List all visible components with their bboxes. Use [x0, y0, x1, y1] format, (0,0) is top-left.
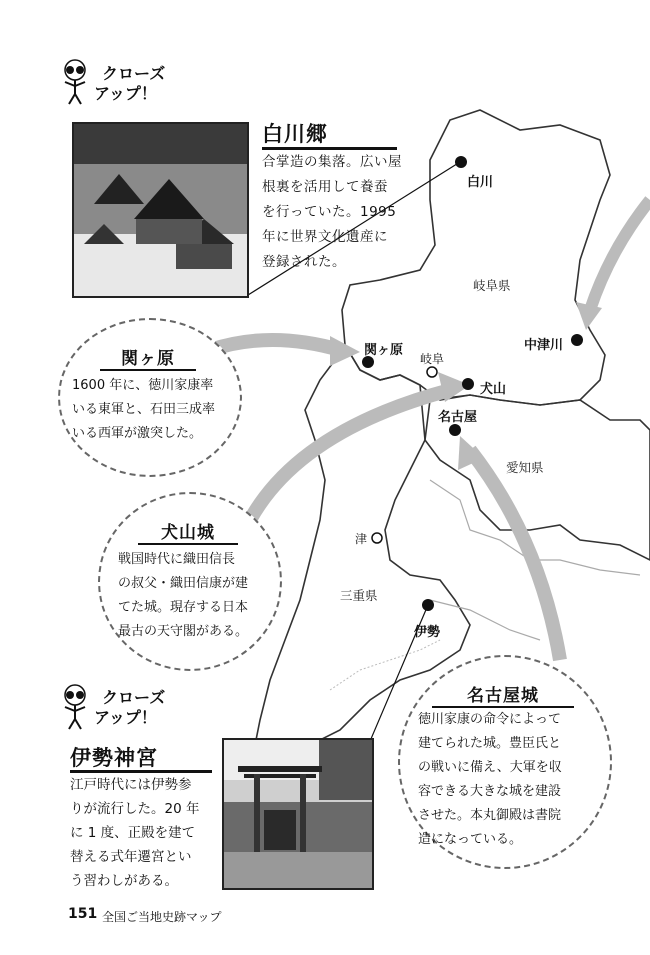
- closeup-mascot-icon: [65, 685, 85, 729]
- nagoyajo-line: 徳川家康の命令によって: [418, 712, 562, 727]
- nagoyajo-body: [418, 708, 598, 852]
- book-title: 全国ご当地史跡マップ: [102, 910, 222, 924]
- closeup-line-2: アップ！: [94, 708, 157, 727]
- isejingu-line: 江戸時代には伊勢参: [70, 777, 192, 793]
- shirakawago-title: 白川郷: [262, 122, 328, 146]
- pref-mie: 三重県: [340, 588, 378, 603]
- sekigahara-line: 1600 年に、徳川家康率: [72, 378, 214, 393]
- shirakawago-line: 根裏を活用して養蚕: [262, 179, 388, 195]
- dot-shirakawa: [455, 156, 467, 168]
- closeup-line-1: クローズ: [102, 688, 166, 707]
- dot-nakatsugawa: [571, 334, 583, 346]
- nagoyajo-line: 造になっている。: [418, 832, 523, 847]
- inuyamajo-line: の叔父・織田信康が建: [118, 576, 249, 591]
- coast-detail-2: [330, 640, 440, 690]
- closeup-line-2: アップ！: [94, 84, 157, 103]
- place-shirakawa: 白川: [467, 175, 494, 190]
- isejingu-line: 替える式年遷宮とい: [70, 849, 192, 865]
- place-sekigahara: 関ヶ原: [364, 343, 404, 358]
- place-gifu: 岐阜: [420, 352, 445, 366]
- sekigahara-line: いる西軍が激突した。: [72, 426, 203, 441]
- isejingu-photo: [222, 738, 374, 890]
- closeup-mascot-icon: [65, 60, 85, 104]
- nagoyajo-line: させた。本丸御殿は書院: [418, 808, 562, 823]
- nagoyajo-title: 名古屋城: [467, 686, 539, 706]
- sekigahara-title: 関ヶ原: [121, 349, 175, 369]
- arrow-nakatsugawa: [590, 200, 650, 310]
- nagoyajo-line: 建てられた城。豊臣氏と: [418, 736, 562, 751]
- dot-gifu: [427, 367, 437, 377]
- isejingu-line: う習わしがある。: [70, 873, 178, 889]
- inuyamajo-line: 最古の天守閣がある。: [118, 624, 249, 639]
- nagoyajo-line: の戦いに備え、大軍を収: [418, 760, 562, 775]
- arrow-sekigahara: [210, 340, 340, 350]
- shirakawago-photo: [72, 122, 249, 298]
- arrow-nakatsugawa-head: [576, 302, 602, 330]
- shirakawago-line: を行っていた。1995: [262, 204, 397, 220]
- dot-tsu: [372, 533, 382, 543]
- arrow-inuyama: [250, 390, 450, 520]
- sekigahara-body: [72, 374, 237, 446]
- place-ise: 伊勢: [414, 625, 441, 640]
- closeup-label-bottom: [94, 688, 166, 728]
- dot-inuyama: [462, 378, 474, 390]
- page-number: 151: [68, 906, 98, 922]
- dot-nagoya: [449, 424, 461, 436]
- inuyamajo-line: てた城。現存する日本: [118, 600, 249, 615]
- place-tsu: 津: [355, 532, 368, 546]
- isejingu-line: りが流行した。20 年: [70, 801, 200, 817]
- nagoyajo-line: 容できる大きな城を建設: [418, 784, 562, 799]
- pref-aichi: 愛知県: [506, 460, 544, 475]
- place-nakatsugawa: 中津川: [524, 338, 564, 353]
- dot-ise: [422, 599, 434, 611]
- inuyamajo-line: 戦国時代に織田信長: [118, 552, 236, 567]
- place-inuyama: 犬山: [480, 382, 507, 397]
- shirakawago-body: [262, 150, 437, 275]
- sekigahara-rule: [100, 369, 196, 371]
- isejingu-title: 伊勢神宮: [70, 746, 158, 770]
- shirakawago-line: 合掌造の集落。広い屋: [262, 154, 402, 170]
- pref-gifu: 岐阜県: [473, 278, 511, 293]
- inuyamajo-rule: [138, 543, 238, 545]
- inuyamajo-body: [118, 548, 268, 644]
- place-nagoya: 名古屋: [438, 410, 478, 425]
- shirakawago-line: 登録された。: [262, 254, 346, 270]
- closeup-line-1: クローズ: [102, 64, 166, 83]
- isejingu-line: に 1 度、正殿を建て: [70, 825, 196, 841]
- isejingu-body: [70, 773, 220, 893]
- inuyamajo-title: 犬山城: [161, 523, 215, 543]
- arrow-nagoya: [470, 450, 560, 660]
- sekigahara-line: いる東軍と、石田三成率: [72, 402, 216, 417]
- closeup-label-top: [94, 64, 166, 104]
- shirakawago-line: 年に世界文化遺産に: [262, 229, 388, 245]
